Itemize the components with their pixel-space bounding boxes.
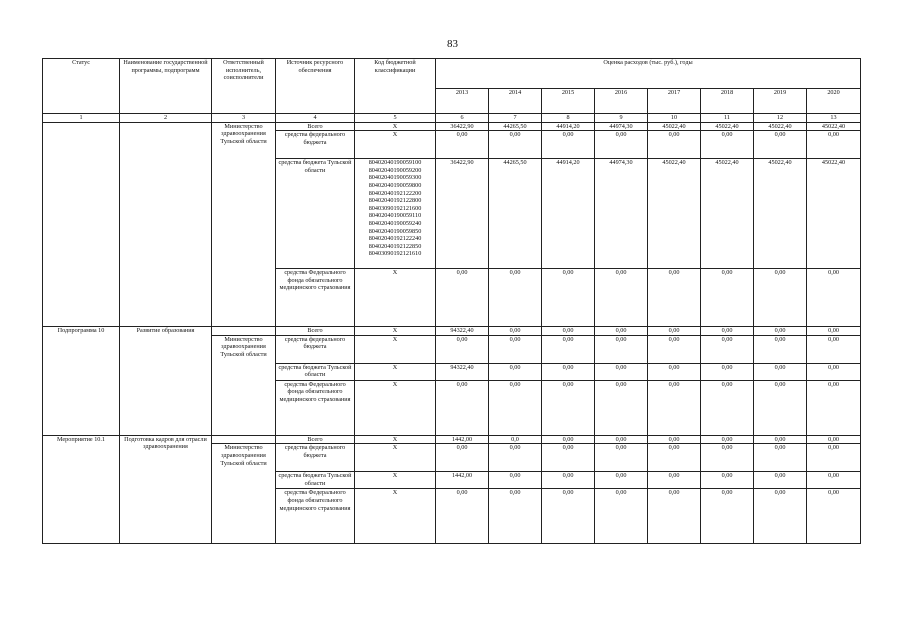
value-cell: 0,00 — [807, 444, 861, 472]
value-cell: 0,00 — [648, 435, 701, 444]
year-cell: 2018 — [701, 89, 754, 114]
value-cell: 0,00 — [701, 444, 754, 472]
value-cell: 0,00 — [595, 489, 648, 544]
col-number: 9 — [595, 114, 648, 123]
col-number: 6 — [436, 114, 489, 123]
value-cell: 94322,40 — [436, 363, 489, 380]
col-number: 8 — [542, 114, 595, 123]
code-cell: Х — [355, 335, 436, 363]
page-number: 83 — [447, 38, 458, 50]
col-number: 12 — [754, 114, 807, 123]
value-cell: 0,00 — [807, 131, 861, 159]
value-cell: 0,00 — [489, 444, 542, 472]
year-cell: 2014 — [489, 89, 542, 114]
source-cell: средства федерального бюджета — [276, 131, 355, 159]
value-cell: 0,00 — [542, 327, 595, 336]
col-number: 5 — [355, 114, 436, 123]
value-cell: 0,00 — [489, 327, 542, 336]
value-cell: 44914,20 — [542, 159, 595, 269]
header-code: Код бюджетной классификации — [355, 59, 436, 114]
value-cell: 0,0 — [489, 435, 542, 444]
budget-code: 80402040192122200 — [368, 189, 422, 197]
value-cell: 0,00 — [754, 327, 807, 336]
budget-code: 80402040190059240 — [368, 219, 422, 227]
value-cell: 45022,40 — [754, 122, 807, 131]
value-cell: 44974,30 — [595, 122, 648, 131]
year-cell: 2016 — [595, 89, 648, 114]
value-cell: 0,00 — [489, 472, 542, 489]
name-cell: Подготовка кадров для отрасли здравоохранения — [120, 435, 212, 544]
value-cell: 0,00 — [648, 489, 701, 544]
value-cell: 0,00 — [701, 269, 754, 327]
value-cell: 0,00 — [807, 435, 861, 444]
value-cell: 0,00 — [648, 335, 701, 363]
value-cell: 0,00 — [542, 335, 595, 363]
source-cell: Всего — [276, 327, 355, 336]
source-cell: средства Федерального фонда обязательного медицинского страхования — [276, 269, 355, 327]
year-cell: 2020 — [807, 89, 861, 114]
value-cell: 0,00 — [595, 269, 648, 327]
value-cell: 0,00 — [701, 335, 754, 363]
col-number: 13 — [807, 114, 861, 123]
col-number: 2 — [120, 114, 212, 123]
value-cell: 0,00 — [489, 269, 542, 327]
value-cell: 0,00 — [542, 435, 595, 444]
code-cell: Х — [355, 363, 436, 380]
header-name: Наименование государственной программы, подпрограмм — [120, 59, 212, 114]
code-cell: Х — [355, 131, 436, 159]
value-cell: 0,00 — [807, 269, 861, 327]
value-cell: 0,00 — [807, 327, 861, 336]
value-cell: 45022,40 — [648, 159, 701, 269]
executor-cell — [212, 327, 276, 336]
value-cell: 0,00 — [542, 131, 595, 159]
value-cell: 0,00 — [701, 131, 754, 159]
executor-cell: Министерство здравоохранения Тульской области — [212, 335, 276, 435]
table-row — [43, 435, 861, 444]
budget-code: 80402040190059200 — [368, 166, 422, 174]
budget-code: 80402040192122850 — [368, 242, 422, 250]
value-cell: 0,00 — [754, 335, 807, 363]
value-cell: 0,00 — [595, 131, 648, 159]
value-cell: 0,00 — [542, 269, 595, 327]
value-cell: 0,00 — [754, 489, 807, 544]
executor-cell: Министерство здравоохранения Тульской области — [212, 122, 276, 327]
value-cell: 0,00 — [595, 380, 648, 435]
value-cell: 0,00 — [595, 363, 648, 380]
executor-cell — [212, 435, 276, 444]
value-cell: 0,00 — [648, 380, 701, 435]
value-cell: 0,00 — [595, 327, 648, 336]
year-cell: 2017 — [648, 89, 701, 114]
value-cell: 0,00 — [595, 472, 648, 489]
code-cell: Х — [355, 435, 436, 444]
value-cell: 0,00 — [595, 335, 648, 363]
code-cell: Х — [355, 472, 436, 489]
budget-table — [42, 58, 861, 544]
value-cell: 45022,40 — [754, 159, 807, 269]
value-cell: 0,00 — [648, 472, 701, 489]
budget-code: 80403090192121610 — [368, 250, 422, 258]
value-cell: 0,00 — [807, 472, 861, 489]
value-cell: 0,00 — [436, 444, 489, 472]
header-executor: Ответственный исполнитель, соисполнители — [212, 59, 276, 114]
value-cell: 0,00 — [754, 444, 807, 472]
value-cell: 45022,40 — [807, 159, 861, 269]
value-cell: 45022,40 — [701, 159, 754, 269]
budget-code: 80402040192122240 — [368, 235, 422, 243]
value-cell: 0,00 — [701, 489, 754, 544]
header-status: Статус — [43, 59, 120, 114]
value-cell: 1442,00 — [436, 435, 489, 444]
year-cell: 2015 — [542, 89, 595, 114]
value-cell: 0,00 — [807, 380, 861, 435]
value-cell: 0,00 — [489, 489, 542, 544]
value-cell: 44265,50 — [489, 122, 542, 131]
budget-code: 80402040190059100 — [368, 159, 422, 167]
value-cell: 0,00 — [754, 435, 807, 444]
value-cell: 0,00 — [754, 472, 807, 489]
source-cell: средства Федерального фонда обязательного медицинского страхования — [276, 380, 355, 435]
col-number: 1 — [43, 114, 120, 123]
budget-code: 80402040190059800 — [368, 181, 422, 189]
value-cell: 0,00 — [701, 380, 754, 435]
value-cell: 0,00 — [436, 489, 489, 544]
value-cell: 0,00 — [648, 269, 701, 327]
code-list-cell — [355, 159, 436, 269]
header-source: Источник ресурсного обеспечения — [276, 59, 355, 114]
col-number: 3 — [212, 114, 276, 123]
value-cell: 0,00 — [436, 380, 489, 435]
value-cell: 0,00 — [436, 269, 489, 327]
source-cell: средства бюджета Тульской области — [276, 159, 355, 269]
value-cell: 44265,50 — [489, 159, 542, 269]
value-cell: 0,00 — [648, 444, 701, 472]
status-cell: Подпрограмма 10 — [43, 327, 120, 436]
col-number: 4 — [276, 114, 355, 123]
status-cell: Мероприятие 10.1 — [43, 435, 120, 544]
value-cell: 94322,40 — [436, 327, 489, 336]
source-cell: средства бюджета Тульской области — [276, 363, 355, 380]
col-number: 7 — [489, 114, 542, 123]
value-cell: 0,00 — [701, 472, 754, 489]
value-cell: 0,00 — [489, 131, 542, 159]
code-cell: Х — [355, 327, 436, 336]
source-cell: Всего — [276, 122, 355, 131]
header-row — [43, 59, 861, 89]
source-cell: Всего — [276, 435, 355, 444]
value-cell: 0,00 — [542, 472, 595, 489]
value-cell: 0,00 — [595, 435, 648, 444]
value-cell: 0,00 — [701, 435, 754, 444]
code-cell: Х — [355, 122, 436, 131]
value-cell: 45022,40 — [701, 122, 754, 131]
table-row — [43, 327, 861, 336]
source-cell: средства бюджета Тульской области — [276, 472, 355, 489]
value-cell: 0,00 — [754, 269, 807, 327]
value-cell: 45022,40 — [648, 122, 701, 131]
executor-cell: Министерство здравоохранения Тульской области — [212, 444, 276, 544]
value-cell: 0,00 — [542, 380, 595, 435]
value-cell: 0,00 — [754, 131, 807, 159]
value-cell: 0,00 — [542, 489, 595, 544]
value-cell: 0,00 — [489, 380, 542, 435]
code-cell: Х — [355, 489, 436, 544]
name-cell — [120, 122, 212, 327]
code-cell: Х — [355, 444, 436, 472]
value-cell: 0,00 — [807, 335, 861, 363]
source-cell: средства Федерального фонда обязательного медицинского страхования — [276, 489, 355, 544]
value-cell: 1442,00 — [436, 472, 489, 489]
value-cell: 0,00 — [807, 363, 861, 380]
value-cell: 0,00 — [648, 131, 701, 159]
value-cell: 44914,20 — [542, 122, 595, 131]
budget-code: 80403090192121600 — [368, 204, 422, 212]
value-cell: 0,00 — [542, 444, 595, 472]
value-cell: 0,00 — [754, 380, 807, 435]
value-cell: 0,00 — [436, 131, 489, 159]
value-cell: 0,00 — [807, 489, 861, 544]
value-cell: 0,00 — [754, 363, 807, 380]
name-cell: Развитие образования — [120, 327, 212, 436]
value-cell: 0,00 — [701, 363, 754, 380]
value-cell: 36422,90 — [436, 122, 489, 131]
column-number-row — [43, 114, 861, 123]
header-estimate: Оценка расходов (тыс. руб.), годы — [436, 59, 861, 89]
value-cell: 0,00 — [701, 327, 754, 336]
budget-code: 80402040190059850 — [368, 227, 422, 235]
table-row — [43, 122, 861, 131]
budget-code: 80402040190059300 — [368, 174, 422, 182]
value-cell: 0,00 — [489, 363, 542, 380]
value-cell: 0,00 — [542, 363, 595, 380]
col-number: 11 — [701, 114, 754, 123]
code-cell: Х — [355, 269, 436, 327]
status-cell — [43, 122, 120, 327]
value-cell: 0,00 — [489, 335, 542, 363]
value-cell: 0,00 — [595, 444, 648, 472]
code-cell: Х — [355, 380, 436, 435]
value-cell: 0,00 — [648, 327, 701, 336]
value-cell: 36422,90 — [436, 159, 489, 269]
year-cell: 2013 — [436, 89, 489, 114]
value-cell: 44974,30 — [595, 159, 648, 269]
value-cell: 45022,40 — [807, 122, 861, 131]
source-cell: средства федерального бюджета — [276, 335, 355, 363]
year-cell: 2019 — [754, 89, 807, 114]
budget-code: 80402040192122800 — [368, 197, 422, 205]
source-cell: средства федерального бюджета — [276, 444, 355, 472]
col-number: 10 — [648, 114, 701, 123]
value-cell: 0,00 — [648, 363, 701, 380]
value-cell: 0,00 — [436, 335, 489, 363]
budget-code: 80402040190059110 — [368, 212, 422, 220]
